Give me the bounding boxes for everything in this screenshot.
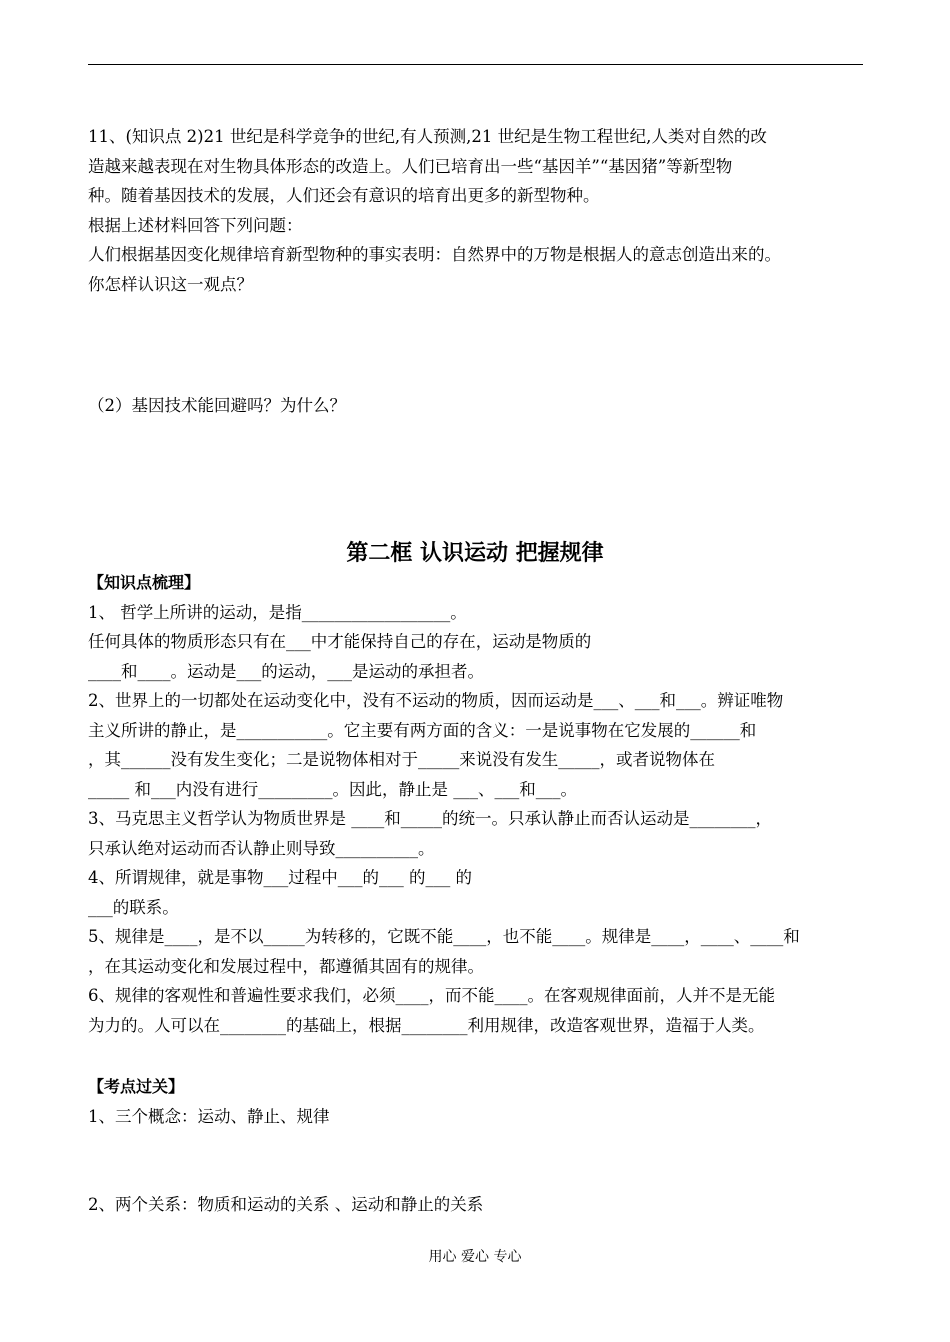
q11-sub-2: [88, 391, 878, 421]
question-11: [88, 122, 878, 299]
knowledge-heading: 【知识点梳理】: [88, 573, 201, 592]
summary-line: 任何具体的物质形态只有在___中才能保持自己的存在，运动是物质的: [88, 632, 592, 651]
summary-line: 为力的。人可以在________的基础上，根据________利用规律，改造客观世界，造福于人类。: [88, 1015, 765, 1035]
summary-line: 6、规律的客观性和普遍性要求我们，必须____，而不能____。在客观规律面前，人并不是无能: [88, 986, 775, 1005]
exam-heading: 【考点过关】: [88, 1077, 185, 1096]
q11-line: 造越来越表现在对生物具体形态的改造上。人们已培育出一些“基因羊”“基因猪”等新型物: [88, 156, 733, 176]
q11-line: 11、(知识点 2)21 世纪是科学竞争的世纪,有人预测,21 世纪是生物工程世纪,人类对自然的改: [88, 127, 767, 146]
page-footer: 用心 爱心 专心: [428, 1249, 522, 1265]
summary-line: 3、马克思主义哲学认为物质世界是 ____和_____的统一。只承认静止而否认运动是________，: [88, 809, 772, 828]
summary-line: 1、 哲学上所讲的运动，是指__________________。: [88, 602, 467, 622]
header-rule: [88, 64, 863, 65]
summary-line: ____和____。运动是___的运动，___是运动的承担者。: [88, 661, 484, 681]
summary-line: ，在其运动变化和发展过程中，都遵循其固有的规律。: [88, 956, 484, 976]
exam-item-2: 2、两个关系：物质和运动的关系 、运动和静止的关系: [88, 1195, 484, 1214]
summary-line: ，其______没有发生变化；二是说物体相对于_____来说没有发生_____，或者说物体在: [88, 750, 715, 769]
summary-line: 5、规律是____，是不以_____为转移的，它既不能____，也不能____。规律是____，____、____和: [88, 927, 800, 946]
exam-item-1: 1、三个概念：运动、静止、规律: [88, 1106, 330, 1126]
q11-line: 种。随着基因技术的发展，人们还会有意识的培育出更多的新型物种。: [88, 186, 600, 205]
exam-points: [88, 1072, 878, 1131]
summary-line: ___的联系。: [88, 897, 179, 917]
knowledge-summary: [88, 568, 878, 1040]
exam-points-2: [88, 1190, 878, 1220]
q11-sub2-text: （2）基因技术能回避吗？为什么？: [88, 396, 346, 415]
summary-line: 4、所谓规律，就是事物___过程中___的___ 的___ 的: [88, 868, 472, 887]
summary-line: 主义所讲的静止，是___________。它主要有两方面的含义：一是说事物在它发展的______和: [88, 720, 757, 740]
summary-line: 只承认绝对运动而否认静止则导致__________。: [88, 838, 435, 858]
q11-line: 你怎样认识这一观点？: [88, 274, 253, 294]
q11-line: 根据上述材料回答下列问题：: [88, 215, 303, 235]
summary-line: 2、世界上的一切都处在运动变化中，没有不运动的物质，因而运动是___、___和___。辨证唯物: [88, 691, 784, 710]
section-title: 第二框 认识运动 把握规律: [346, 541, 604, 566]
summary-line: _____ 和___内没有进行_________。因此，静止是 ___、___和___。: [88, 779, 577, 799]
q11-line: 人们根据基因变化规律培育新型物种的事实表明：自然界中的万物是根据人的意志创造出来的。: [88, 245, 781, 264]
